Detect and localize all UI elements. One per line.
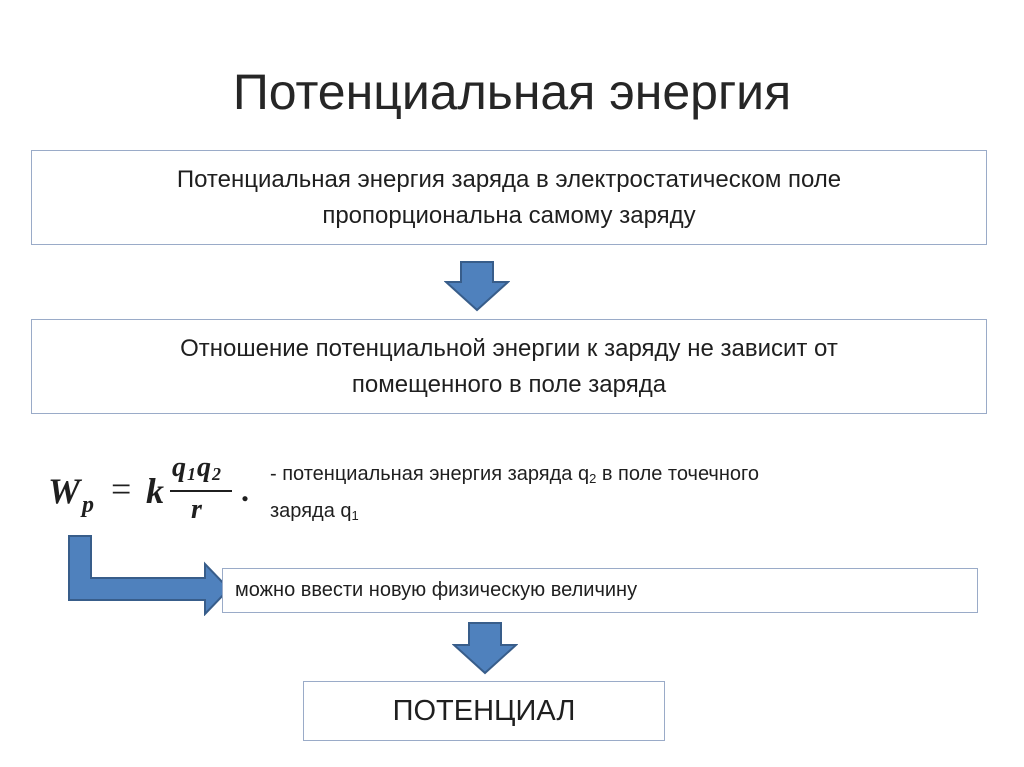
description-sub-2: 2 [589,471,597,486]
statement-box-1 [31,150,987,245]
statement-box-2 [31,319,987,414]
formula-numerator [172,452,222,485]
formula-q1-sub: 1 [187,464,197,484]
slide-title: Потенциальная энергия [232,64,792,120]
formula-subscript-p: p [82,492,94,518]
statement-2-line-1: Отношение потенциальной энергии к заряду не зависит от [180,334,838,362]
description-part-2: в поле точечного [596,463,759,485]
description-part-1: - потенциальная энергия заряда q [270,463,590,485]
formula-w: W [48,471,81,511]
statement-1-line-2: пропорциональна самому заряду [322,201,696,229]
description-sub-1: 1 [351,508,359,523]
fraction-bar [170,490,232,492]
formula-description [270,458,970,532]
down-arrow-icon [452,621,518,675]
formula-equals: = [111,469,132,509]
bent-arrow-icon [66,534,232,616]
formula-q1: q [172,452,187,483]
formula-k: k [146,471,164,511]
down-arrow-icon [444,260,510,312]
statement-box-3: можно ввести новую физическую величину [222,568,978,613]
statement-1-line-1: Потенциальная энергия заряда в электростатическом поле [176,165,842,193]
formula-period: . [241,472,249,508]
formula-q2: q [197,452,212,483]
formula-q2-sub: 2 [212,464,222,484]
formula-denominator: r [191,494,202,525]
potential-box: ПОТЕНЦИАЛ [303,681,665,741]
description-part-3: заряда q [270,500,352,522]
potential-energy-formula [48,450,263,530]
statement-2-line-2: помещенного в поле заряда [351,370,667,398]
